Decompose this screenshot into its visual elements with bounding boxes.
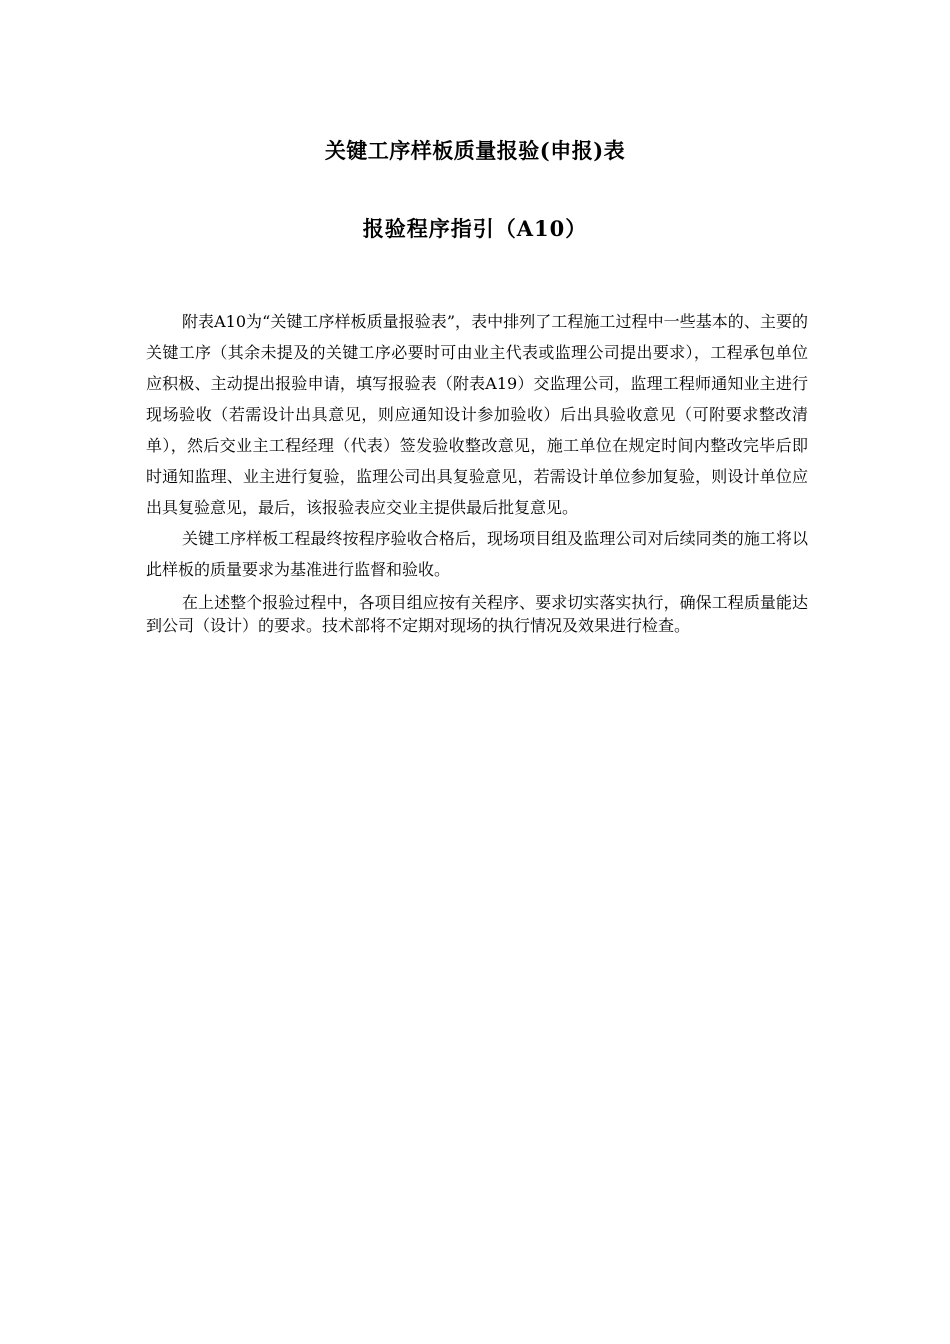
- document-title: 关键工序样板质量报验(申报)表: [324, 138, 626, 163]
- paragraph-execution-check: 在上述整个报验过程中，各项目组应按有关程序、要求切实落实执行，确保工程质量能达到公司（设计）的要求。技术部将不定期对现场的执行情况及效果进行检查。: [146, 593, 808, 635]
- paragraph-sample-standard: 关键工序样板工程最终按程序验收合格后，现场项目组及监理公司对后续同类的施工将以此样板的质量要求为基准进行监督和验收。: [146, 529, 808, 579]
- paragraph-procedure: 附表A10为“关键工序样板质量报验表”，表中排列了工程施工过程中一些基本的、主要的关键工序（其余未提及的关键工序必要时可由业主代表或监理公司提出要求），工程承包单位应积极、主动提出报验申请，填写报验表（附表A19）交监理公司，监理工程师通知业主进行现场验收（若需设计出具意见，则应通知设计参加验收）后出具验收意见（可附要求整改清单），然后交业主工程经理（代表）签发验收整改意见，施工单位在规定时间内整改完毕后即时通知监理、业主进行复验，监理公司出具复验意见，若需设计单位参加复验，则设计单位应出具复验意见，最后，该报验表应交业主提供最后批复意见。: [146, 312, 808, 517]
- document-subtitle: 报验程序指引（A10）: [362, 216, 588, 241]
- document-body: [146, 306, 808, 637]
